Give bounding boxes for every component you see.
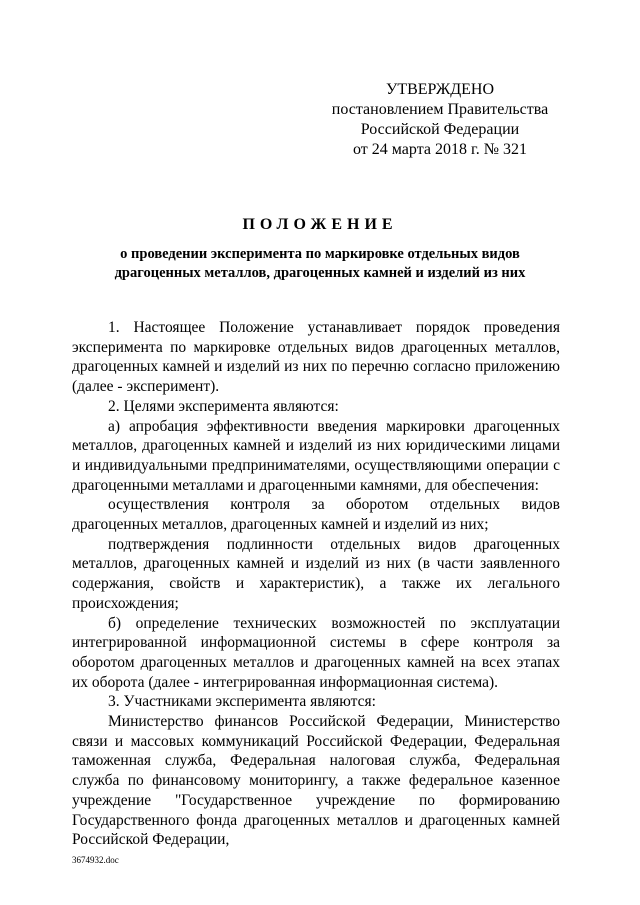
subtitle-line: о проведении эксперимента по маркировке отдельных видов xyxy=(120,246,520,262)
approval-stamp xyxy=(320,80,560,160)
approval-heading: УТВЕРЖДЕНО xyxy=(385,81,494,98)
document-subtitle xyxy=(80,245,560,283)
subtitle-line: драгоценных металлов, драгоценных камней и изделий из них xyxy=(114,265,526,281)
paragraph: 1. Настоящее Положение устанавливает порядок проведения эксперимента по маркировке отдельных видов драгоценных металлов, драгоценных камней и изделий из них по перечню согласно приложению (далее - эксперимент). xyxy=(72,319,560,396)
paragraph: б) определение технических возможностей по эксплуатации интегрированной информационной системы в сфере контроля за оборотом драгоценных металлов и драгоценных камней на всех этапах их оборота (далее - интегрированная информационная система). xyxy=(72,614,560,691)
file-reference: 3674932.doc xyxy=(72,855,119,865)
paragraph: а) апробация эффективности введения маркировки драгоценных металлов, драгоценных камней и изделий из них юридическими лицами и индивидуальными предпринимателями, осуществляющими операции с драгоценными металлами и драгоценными камнями, для обеспечения: xyxy=(72,417,560,494)
document-body xyxy=(72,318,560,850)
paragraph: подтверждения подлинности отдельных видов драгоценных металлов, драгоценных камней и изделий из них (в части заявленного содержания, свойств и характеристик), а также их легального происхождения; xyxy=(72,535,560,612)
approval-line: постановлением Правительства xyxy=(331,101,549,118)
paragraph: 2. Целями эксперимента являются: xyxy=(108,397,339,415)
document-title: ПОЛОЖЕНИЕ xyxy=(242,216,398,233)
paragraph: Министерство финансов Российской Федерации, Министерство связи и массовых коммуникаций Российской Федерации, Федеральная таможенная служба, Федеральная налоговая служба, Федеральная служба по финансовому мониторингу, а также федеральное казенное учреждение "Государственное учреждение по формированию Государственного фонда драгоценных металлов и драгоценных камней Российской Федерации, xyxy=(72,713,560,849)
paragraph: 3. Участниками эксперимента являются: xyxy=(108,693,376,711)
paragraph: осуществления контроля за оборотом отдельных видов драгоценных металлов, драгоценных камней и изделий из них; xyxy=(72,496,560,534)
approval-line: Российской Федерации xyxy=(360,121,520,138)
approval-date: от 24 марта 2018 г. № 321 xyxy=(353,141,527,158)
